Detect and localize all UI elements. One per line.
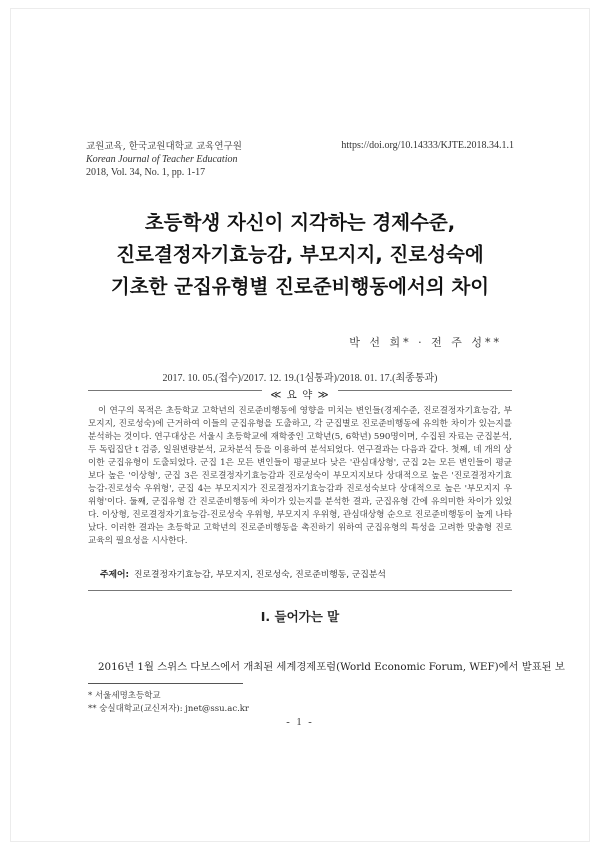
title-line: 기초한 군집유형별 진로준비행동에서의 차이 (110, 275, 490, 298)
journal-name-english: Korean Journal of Teacher Education (86, 154, 238, 165)
keywords (100, 567, 386, 580)
abstract-heading (0, 383, 600, 402)
authors: 박 선 희* · 전 주 성** (349, 336, 502, 349)
paper-title (0, 207, 600, 303)
abstract-heading-label: ≪ 요 약 ≫ (262, 389, 337, 401)
doi-link[interactable]: https://doi.org/10.14333/KJTE.2018.34.1.1 (341, 140, 514, 151)
abstract-text: 이 연구의 목적은 초등학교 고학년의 진로준비행동에 영향을 미치는 변인들(경제수준, 진로결정자기효능감, 부모지지, 진로성숙)에 근거하여 이들의 군집유형을 도출하고, 각 군집별로 진로준비행동에 유의한 차이가 있는지를 분석하는 것이다. 연구대상은 서울시 초등학교에 재학중인 고학년(5, 6학년) 590명이며, 수집된 자료는 군집분석, 두 독립집단 t 검증, 일원변량분석, 교차분석 등을 이용하여 분석되었다. 연구결과는 다음과 같다. 첫째, 네 개의 상이한 군집유형이 도출되었다. 군집 1은 모든 변인들이 평균보다 낮은 '관심대상형', 군집 2는 모든 변인들이 평균보다 높은 '이상형', 군집 3은 진로결정자기효능감과 진로성숙이 부모지지보다 상대적으로 높은 '진로결정자기효능감-진로성숙 우위형', 군집 4는 부모지지가 진로결정자기효능감과 진로성숙보다 상대적으로 높은 '부모지지 우위형'이다. 둘째, 군집유형 간 진로준비행동에 차이가 있는지를 분석한 결과, 군집유형 간에 유의미한 차이가 있었다. 이상형, 진로결정자기효능감-진로성숙 우위형, 부모지지 우위형, 관심대상형 순으로 진로준비행동이 높게 나타났다. 이러한 결과는 초등학교 고학년의 진로준비행동을 촉진하기 위하여 군집유형의 특성을 고려한 맞춤형 진로교육의 필요성을 시사한다. (88, 406, 512, 546)
footnote-affiliation-1: * 서울세명초등학교 (88, 691, 161, 701)
footnote-affiliation-2: ** 숭실대학교(교신저자): jnet@ssu.ac.kr (88, 704, 249, 714)
body-paragraph: 2016년 1월 스위스 다보스에서 개최된 세계경제포럼(World Economic Forum, WEF)에서 발표된 보 (98, 661, 565, 673)
keywords-label: 주제어: (100, 570, 130, 580)
submission-dates: 2017. 10. 05.(접수)/2017. 12. 19.(1심통과)/2018. 01. 17.(최종통과) (162, 373, 438, 384)
title-line: 진로결정자기효능감, 부모지지, 진로성숙에 (116, 243, 484, 266)
title-line: 초등학생 자신이 지각하는 경제수준, (144, 211, 456, 234)
section-heading: Ⅰ. 들어가는 말 (260, 609, 340, 624)
footnote-rule (88, 683, 243, 684)
page-number: - 1 - (286, 717, 314, 728)
abstract-bottom-rule (88, 590, 512, 591)
journal-issue: 2018, Vol. 34, No. 1, pp. 1-17 (86, 167, 206, 178)
journal-name-korean: 교원교육, 한국교원대학교 교육연구원 (86, 141, 242, 152)
journal-header (86, 140, 242, 179)
keywords-value: 진로결정자기효능감, 부모지지, 진로성숙, 진로준비행동, 군집분석 (134, 570, 386, 580)
